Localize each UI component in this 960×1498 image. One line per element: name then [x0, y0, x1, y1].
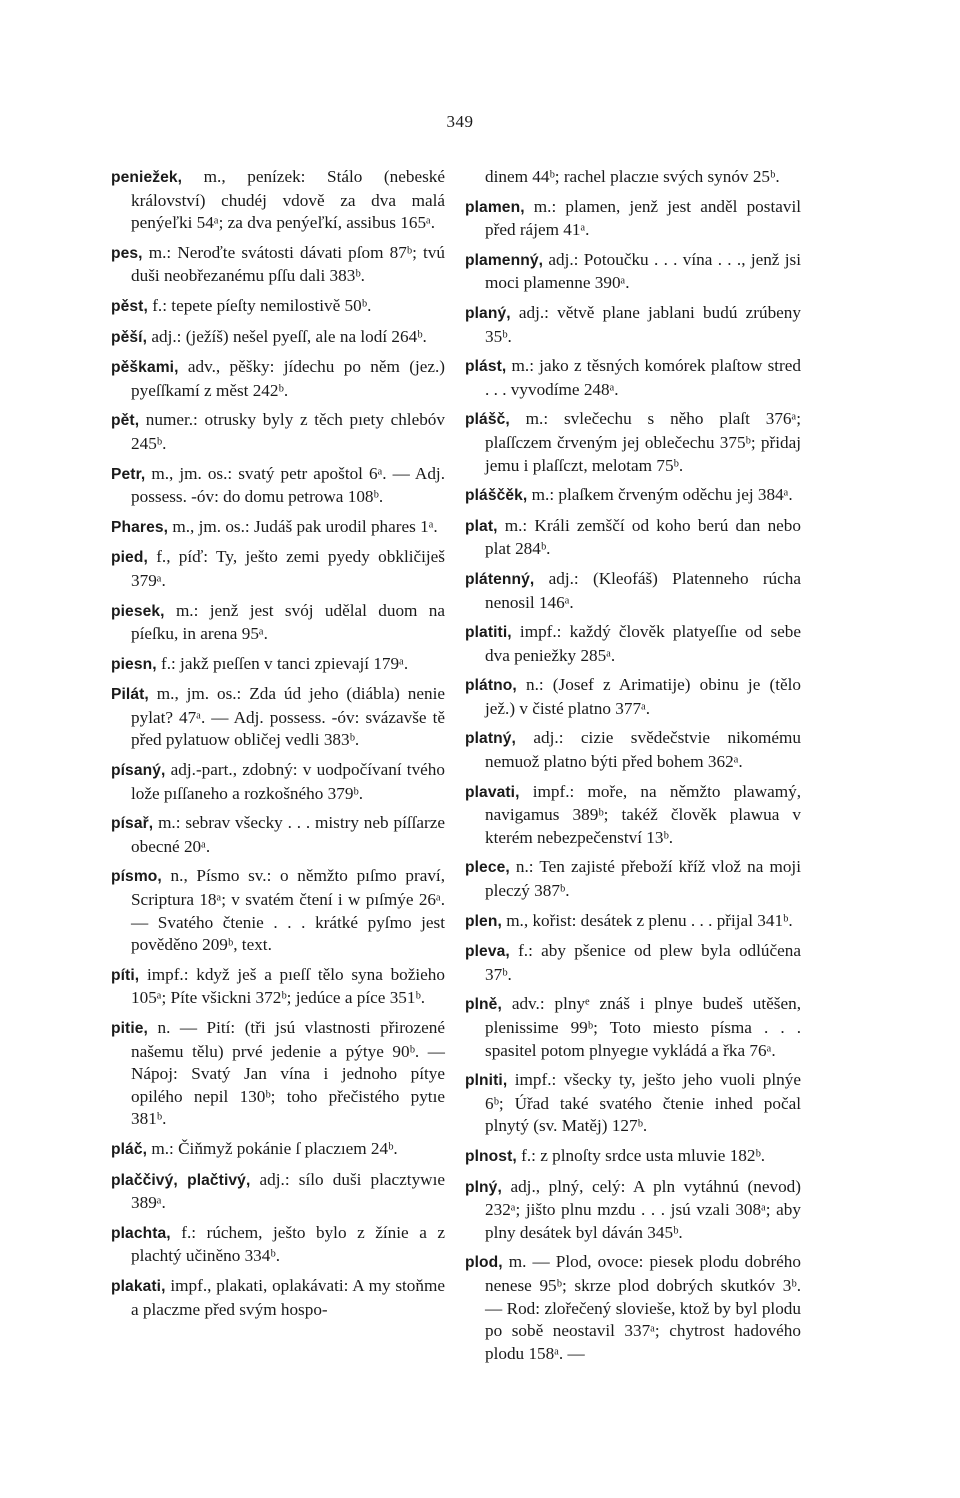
entry-text: f.: jakž pıeſſen v tanci zpievají 179ᵃ. [156, 653, 409, 673]
entry-text: adj.-part., zdobný: v uodpočívaní tvého lože pıſſaneho a rozkošného 379ᵇ. [131, 760, 445, 803]
entry-headword: plášč, [465, 411, 510, 429]
entry-text: m.: Neroďte svátosti dávati pſom 87ᵇ; tvú duši neobřezanému pſſu dali 383ᵇ. [131, 242, 445, 286]
dictionary-entry [111, 463, 445, 509]
entry-text: numer.: otrusky byly z těch pıety chlebóv 245ᵇ. [131, 410, 445, 453]
dictionary-entry [465, 856, 801, 902]
entry-text: m., kořist: desátek z plenu . . . přijal 341ᵇ. [501, 910, 793, 930]
entry-headword: plátenný, [465, 570, 535, 588]
dictionary-entry [465, 166, 801, 189]
entry-text: m.: plaſkem črveným oděchu jej 384ᵃ. [527, 485, 793, 505]
entry-text: impf., plakati, oplakávati: A my stoňme a placzme před svým hospo- [131, 1275, 445, 1319]
entry-headword: plnost, [465, 1147, 517, 1165]
entry-headword: pěst, [111, 297, 148, 315]
dictionary-entry [465, 1176, 801, 1245]
entry-headword: písmo, [111, 868, 162, 886]
entry-headword: piesek, [111, 602, 165, 620]
entry-headword: pláč, [111, 1140, 148, 1158]
entry-text: m., jm. os.: Judáš pak urodil phares 1ᵃ. [168, 516, 438, 536]
dictionary-entry [111, 600, 445, 646]
entry-headword: plachta, [111, 1224, 171, 1242]
entry-text: impf.: všecky ty, ješto jeho vuoli plnýe 6ᵇ; Úřad také svatého čtenie inhed počal plnytý (sv. Matěj) 127ᵇ. [485, 1070, 801, 1136]
dictionary-entry [111, 166, 445, 235]
entry-headword: písař, [111, 815, 154, 833]
entry-text: m. — Plod, ovoce: piesek plodu dobrého nenese 95ᵇ; skrze plod dobrých skutkóv 3ᵇ. — Rod: zlořečený slovieše, ktož by byl plodu po sobě neostavil 337ᵃ; chytrost hadového plodu 158ᵃ. — [485, 1252, 801, 1363]
entry-text: n.: Ten zajisté přeboží kříž vlož na moji pleczý 387ᵇ. [485, 857, 801, 901]
dictionary-entry [465, 408, 801, 477]
entry-text: impf.: moře, na němžto plawamý, navigamus 389ᵇ; takéž člověk plawua v kterém nebezpečenství 13ᵇ. [485, 781, 801, 847]
dictionary-entry [111, 964, 445, 1010]
entry-headword: Pilát, [111, 686, 149, 704]
entry-text: f.: tepete píeſty nemilostivě 50ᵇ. [147, 295, 372, 315]
page-number: 349 [446, 112, 474, 131]
entry-text: m.: plamen, jenž jest anděl postavil před rájem 41ᵃ. [485, 196, 801, 240]
dictionary-entry [465, 674, 801, 720]
entry-headword: pleva, [465, 943, 510, 961]
entry-text: m.: Čiňmyž pokánie ſ placzıem 24ᵇ. [147, 1138, 398, 1158]
entry-headword: pitie, [111, 1020, 148, 1037]
dictionary-entry [465, 249, 801, 295]
dictionary-entry [111, 1138, 445, 1162]
entry-headword: plat, [465, 517, 498, 535]
dictionary-entry [111, 1222, 445, 1268]
entry-text: m.: jako z těsných komórek plaſtow stred . . . vyvodíme 248ᵃ. [485, 356, 801, 399]
entry-headword: pied, [111, 549, 148, 567]
entry-text: adj.: Potoučku . . . vína . . ., jenž jsi moci plamenne 390ᵃ. [485, 249, 801, 293]
entry-headword: platný, [465, 730, 516, 748]
entry-text: impf.: když ješ a pıeſſ tělo syna božieho 105ᵃ; Píte všickni 372ᵇ; jedúce a píce 351ᵇ. [131, 964, 445, 1008]
dictionary-entry [111, 1275, 445, 1321]
dictionary-entry [111, 683, 445, 752]
entry-headword: Phares, [111, 518, 169, 536]
dictionary-entry [465, 302, 801, 348]
dictionary-entry [465, 1251, 801, 1365]
dictionary-entry [465, 940, 801, 986]
entry-headword: písaný, [111, 762, 166, 780]
dictionary-entry [465, 568, 801, 614]
entry-text: m.: Králi zemščí od koho berú dan nebo plat 284ᵇ. [485, 515, 801, 559]
entry-text: adj.: sílo duši placztywıe 389ᵃ. [131, 1169, 445, 1213]
dictionary-entry [465, 515, 801, 561]
entry-text: adv., pěšky: jídechu po něm (jez.) pyeſſkamí z měst 242ᵇ. [131, 357, 445, 400]
left-column [111, 166, 445, 1328]
dictionary-entry [465, 621, 801, 667]
dictionary-entry [111, 1169, 445, 1215]
entry-text: adj.: cizie svědečstvie nikomému nemuož platno býti před bohem 362ᵃ. [485, 728, 801, 772]
dictionary-entry [111, 242, 445, 288]
dictionary-entry [111, 546, 445, 592]
right-column [465, 166, 801, 1372]
dictionary-entry [111, 409, 445, 455]
entry-text: impf.: každý člověk platyeſſıe od sebe dva peniežky 285ᵃ. [485, 622, 801, 665]
dictionary-entry [111, 356, 445, 402]
entry-headword: Petr, [111, 465, 146, 483]
entry-headword: piesn, [111, 655, 157, 673]
entry-text: f., píď: Ty, ješto zemi pyedy obkličiješ 379ᵃ. [131, 547, 445, 590]
dictionary-entry [465, 781, 801, 850]
entry-text: adv.: plnyᵉ znáš i plnye budeš utěšen, plenissime 99ᵇ; Toto miesto písma . . . spasitel potom plnyegıe vykládá a řka 76ᵃ. [485, 994, 801, 1060]
entry-text: n. — Pití: (tři jsú vlastnosti přirozené našemu tělu) prvé jedenie a pýtye 90ᵇ. — Nápoj: Svatý Jan vína i jednoho pítye opilého nepil 130ᵇ; toho přečistého pytıe 381ᵇ. [131, 1018, 445, 1129]
dictionary-entry [465, 727, 801, 773]
entry-headword: plamen, [465, 198, 525, 216]
dictionary-entry [465, 355, 801, 401]
entry-text: dinem 44ᵇ; rachel placzıe svých synóv 25ᵇ. [485, 167, 780, 186]
dictionary-entry [111, 759, 445, 805]
entry-text: m.: jenž jest svój udělal duom na píeſku, in arena 95ᵃ. [131, 600, 445, 644]
entry-headword: pěškami, [111, 359, 179, 377]
entry-headword: planý, [465, 304, 511, 322]
dictionary-entry [465, 484, 801, 508]
dictionary-entry [111, 295, 445, 319]
entry-headword: pět, [111, 412, 140, 430]
entry-text: adj.: (ježíš) nešel pyeſſ, ale na lodí 264ᵇ. [147, 326, 427, 346]
entry-text: f.: z plnoſty srdce usta mluvie 182ᵇ. [516, 1145, 766, 1165]
entry-text: adj.: větvě plane jablani budú zrúbeny 35ᵇ. [485, 302, 801, 346]
entry-headword: pes, [111, 244, 143, 262]
entry-headword: plece, [465, 859, 510, 877]
dictionary-entry [111, 653, 445, 677]
entry-text: m., jm. os.: svatý petr apoštol 6ᵃ. — Adj. possess. -óv: do domu petrowa 108ᵇ. [131, 463, 445, 507]
entry-headword: pláščěk, [465, 487, 528, 505]
entry-headword: plást, [465, 358, 507, 376]
entry-text: adj., plný, celý: A pln vytáhnú (nevod) 232ᵃ; jišto plnu mzdu . . . jsú vzali 308ᵃ; aby plny desátek byl dáván 345ᵇ. [485, 1176, 801, 1242]
entry-headword: plný, [465, 1178, 502, 1196]
dictionary-entry [465, 1069, 801, 1138]
dictionary-entry [465, 910, 801, 934]
dictionary-entry [111, 1017, 445, 1131]
entry-headword: plátno, [465, 677, 517, 695]
dictionary-entry [111, 516, 445, 540]
entry-headword: plakati, [111, 1277, 166, 1295]
entry-headword: plně, [465, 996, 502, 1014]
entry-text: m.: sebrav všecky . . . mistry neb píſſarze obecné 20ᵃ. [131, 813, 445, 856]
dictionary-entry [465, 196, 801, 242]
dictionary-entry [111, 326, 445, 350]
entry-text: n.: (Josef z Arimatije) obinu je (tělo jež.) v čisté platno 377ᵃ. [485, 675, 801, 718]
entry-headword: plod, [465, 1254, 503, 1272]
entry-headword: plniti, [465, 1072, 508, 1090]
entry-headword: plavati, [465, 783, 520, 801]
dictionary-entry [111, 865, 445, 956]
entry-text: f.: rúchem, ješto bylo z žínie a z plachtý učiněno 334ᵇ. [131, 1222, 445, 1266]
entry-headword: peniežek, [111, 169, 183, 186]
entry-headword: plen, [465, 912, 502, 930]
dictionary-entry [111, 812, 445, 858]
entry-headword: plaččivý, plačtivý, [111, 1171, 251, 1189]
entry-text: m., jm. os.: Zda úd jeho (diábla) nenie pylat? 47ᵃ. — Adj. possess. -óv: svázavše tě před pylatuow obličej vedli 383ᵇ. [131, 684, 445, 750]
entry-headword: pěší, [111, 328, 148, 346]
entry-headword: plamenný, [465, 251, 544, 269]
entry-headword: platiti, [465, 624, 512, 642]
entry-text: adj.: (Kleofáš) Platenneho rúcha nenosil 146ᵃ. [485, 568, 801, 612]
entry-text: f.: aby pšenice od plew byla odlúčena 37ᵇ. [485, 941, 801, 984]
entry-text: m.: svlečechu s něho plaſt 376ᵃ; plaſſczem črveným jej oblečechu 375ᵇ; přidaj jemu i plaſſczt, melotam 75ᵇ. [485, 409, 801, 475]
dictionary-entry [465, 1145, 801, 1169]
entry-headword: píti, [111, 966, 140, 984]
entry-text: m., penízek: Stálo (nebeské království) chudéj vdově za dva malá penýeľki 54ᵃ; za dva penýeľkí, assibus 165ᵃ. [131, 167, 445, 233]
dictionary-entry [465, 993, 801, 1062]
entry-text: n., Písmo sv.: o němžto pıſmo praví, Scriptura 18ᵃ; v svatém čtení i w pıſmýe 26ᵃ. — Svatého čtenie . . . krátké pyſmo jest pověděno 209ᵇ, text. [131, 866, 445, 955]
